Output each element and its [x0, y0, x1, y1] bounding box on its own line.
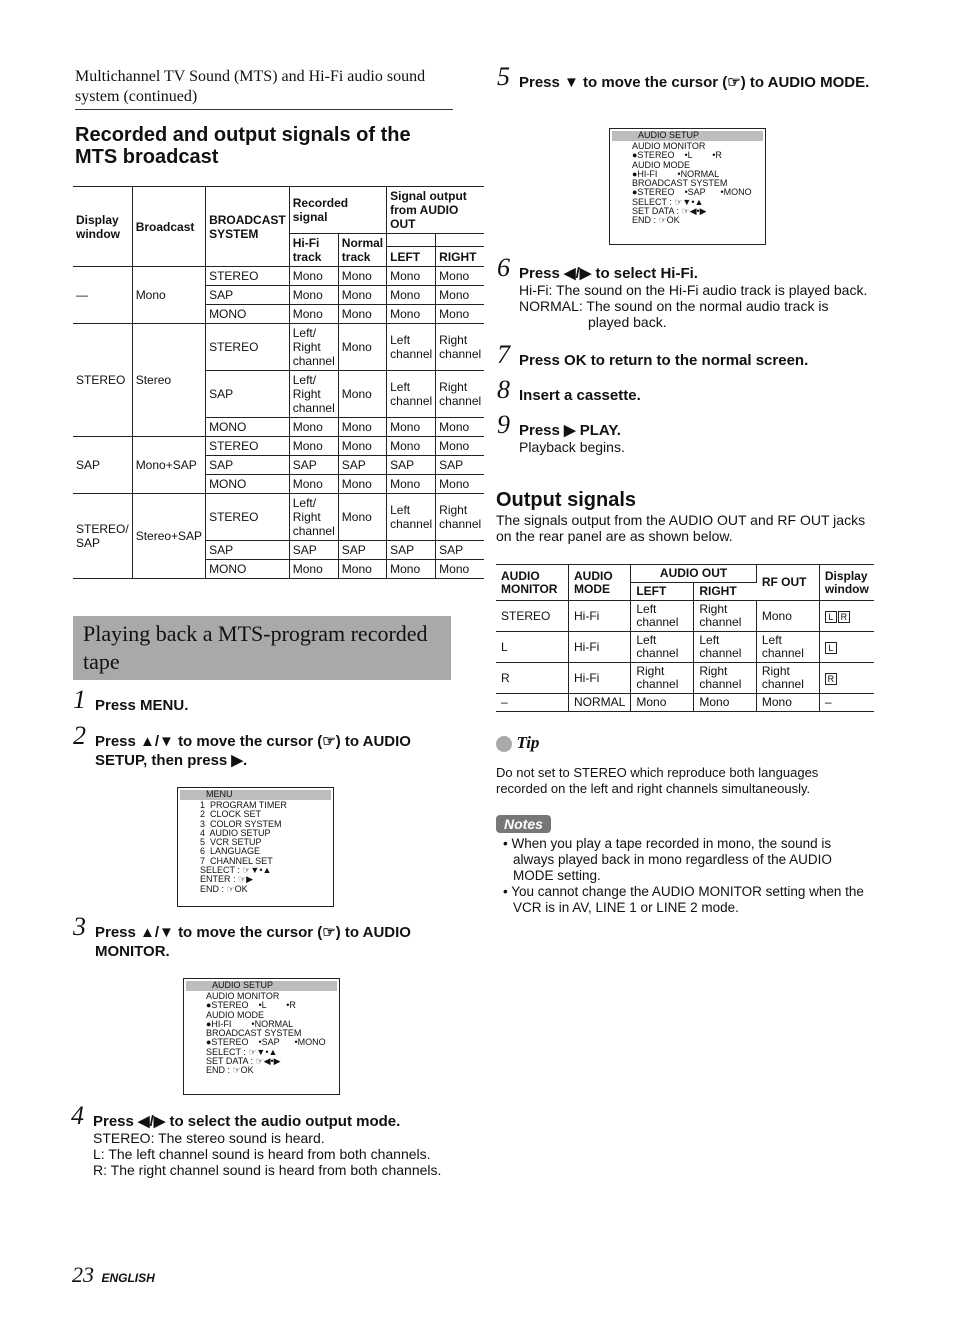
step-text: Press MENU.: [95, 697, 189, 714]
osd-line: 1 PROGRAM TIMER: [200, 800, 287, 810]
broadcast-cell: Stereo+SAP: [132, 494, 205, 579]
step-text: Press ▲/▼ to move the cursor (☞) to AUDIO MONITOR.: [95, 924, 411, 960]
step-number: 5: [497, 62, 510, 91]
table-cell: Left channel: [631, 632, 694, 663]
table-cell: Left/ Right channel: [289, 371, 338, 418]
col-left-spacer: [387, 234, 436, 247]
col-broadcast: Broadcast: [132, 187, 205, 267]
osd-line: END : ☞OK: [632, 215, 680, 226]
table-cell: MONO: [206, 305, 290, 324]
table-cell: Hi-Fi: [569, 632, 631, 663]
table-cell: R: [496, 663, 569, 694]
table-row: [496, 632, 874, 663]
osd-line: ENTER : ☞▶: [200, 874, 253, 885]
step-number: 6: [497, 253, 510, 282]
col-left: LEFT: [631, 583, 694, 601]
step-1: [73, 685, 455, 715]
tip-section: [496, 733, 539, 753]
table-row: [73, 324, 484, 371]
table-cell: –: [496, 694, 569, 712]
table-cell: Mono: [387, 418, 436, 437]
osd-line: END : ☞OK: [206, 1065, 254, 1076]
step-number: 3: [73, 912, 86, 941]
col-right: RIGHT: [436, 247, 485, 267]
step-6-details: [519, 282, 899, 330]
note-text: When you play a tape recorded in mono, the sound is always played back in mono regardless of the AUDIO MODE setting.: [511, 836, 832, 883]
note-item: • When you play a tape recorded in mono, the sound is always played back in mono regardless of the AUDIO MODE setting.: [503, 836, 832, 883]
step-4-details: [93, 1130, 453, 1178]
table-cell: Mono: [338, 371, 386, 418]
notes-header: [496, 815, 551, 834]
table-row: [73, 437, 484, 456]
broadcast-cell: Mono: [132, 267, 205, 324]
table-cell: SAP: [387, 541, 436, 560]
table-cell: SAP: [206, 371, 290, 418]
step-text: Press ▲/▼ to move the cursor (☞) to AUDIO SETUP, then press ▶.: [95, 733, 411, 769]
col-right: RIGHT: [694, 583, 757, 601]
table-cell: Left channel: [387, 324, 436, 371]
table-cell: Mono: [387, 475, 436, 494]
table-cell: MONO: [206, 560, 290, 579]
step-9-details: Playback begins.: [519, 439, 625, 455]
osd-line: 3 COLOR SYSTEM: [200, 818, 282, 829]
menu-screen-title: MENU: [180, 790, 331, 800]
table-cell: SAP: [206, 456, 290, 475]
table-cell: STEREO: [206, 324, 290, 371]
step-text: Press ◀/▶ to select the audio output mode.: [93, 1113, 401, 1130]
table-cell: Mono: [756, 601, 819, 632]
osd-line: 6 LANGUAGE: [200, 846, 261, 857]
output-signals-title: Output signals: [496, 489, 636, 511]
col-rf-out: RF OUT: [756, 565, 819, 601]
col-right-spacer: [436, 234, 485, 247]
osd-line: 4 AUDIO SETUP: [200, 827, 271, 838]
section-banner: Playing back a MTS-program recorded tape: [73, 616, 451, 680]
table-cell: [819, 663, 874, 694]
col-display-window: Display window: [73, 187, 132, 267]
table-cell: Mono: [338, 286, 386, 305]
table-cell: SAP: [387, 456, 436, 475]
osd-line: ●STEREO •SAP •MONO: [206, 1037, 326, 1048]
table-cell: SAP: [436, 456, 485, 475]
osd-line: 7 CHANNEL SET: [200, 855, 273, 866]
table-cell: Mono: [289, 267, 338, 286]
osd-line: SELECT : ☞▼•▲: [632, 196, 704, 207]
table-cell: Right channel: [756, 663, 819, 694]
step-number: 4: [71, 1101, 84, 1130]
display-window-cell: SAP: [73, 437, 132, 494]
osd-line: BROADCAST SYSTEM: [206, 1028, 302, 1039]
col-signal-output: Signal output from AUDIO OUT: [387, 187, 485, 234]
table-cell: Left channel: [387, 371, 436, 418]
detail-line: R: The right channel sound is heard from both channels.: [93, 1162, 442, 1178]
table-cell: Mono: [338, 324, 386, 371]
table-cell: Left channel: [387, 494, 436, 541]
table-cell: SAP: [289, 541, 338, 560]
menu-screen: [177, 787, 334, 907]
table-cell: SAP: [436, 541, 485, 560]
col-normal-track: Normal track: [338, 234, 386, 267]
table-cell: [819, 632, 874, 663]
table-row: [73, 494, 484, 541]
table-cell: Mono: [338, 418, 386, 437]
table-cell: Mono: [436, 437, 485, 456]
table-cell: Mono: [338, 437, 386, 456]
table-cell: Mono: [289, 305, 338, 324]
step-6: [497, 253, 879, 283]
step-number: 9: [497, 410, 510, 439]
table-cell: Mono: [289, 475, 338, 494]
step-5: [497, 62, 879, 92]
table-cell: STEREO: [206, 437, 290, 456]
table-cell: SAP: [206, 541, 290, 560]
table-cell: SAP: [338, 456, 386, 475]
table-cell: SAP: [338, 541, 386, 560]
table-cell: STEREO: [206, 494, 290, 541]
detail-line: L: The left channel sound is heard from both channels.: [93, 1146, 431, 1162]
audio-setup-screen-mode: [609, 128, 766, 245]
osd-line: ●STEREO •L •R: [206, 1000, 296, 1011]
display-indicator-icon: L: [825, 642, 837, 654]
step-text: Press ▶ PLAY.: [519, 422, 621, 439]
osd-line: AUDIO MONITOR: [632, 141, 706, 151]
table-cell: Hi-Fi: [569, 601, 631, 632]
output-intro: The signals output from the AUDIO OUT and RF OUT jacks on the rear panel are as shown below.: [496, 512, 866, 544]
table-cell: Mono: [387, 437, 436, 456]
display-indicator-icon: L: [825, 611, 837, 623]
col-display-window: Display window: [819, 565, 874, 601]
audio-screen-title: AUDIO SETUP: [186, 981, 337, 991]
osd-line: END : ☞OK: [200, 883, 248, 894]
step-3: [73, 912, 455, 961]
step-number: 8: [497, 375, 510, 404]
table-cell: Mono: [338, 305, 386, 324]
step-7: [497, 340, 879, 370]
col-audio-out: AUDIO OUT: [631, 565, 757, 583]
notes-badge: Notes: [496, 815, 551, 833]
table-cell: Right channel: [436, 371, 485, 418]
osd-line: AUDIO MONITOR: [206, 991, 280, 1001]
table-cell: Mono: [289, 286, 338, 305]
page-number: 23: [72, 1262, 94, 1287]
table-cell: Hi-Fi: [569, 663, 631, 694]
tip-label: Tip: [516, 733, 540, 752]
table-cell: NORMAL: [569, 694, 631, 712]
step-number: 2: [73, 721, 86, 750]
language-label: ENGLISH: [101, 1271, 155, 1285]
table-cell: SAP: [206, 286, 290, 305]
table-cell: Right channel: [694, 601, 757, 632]
table-cell: Mono: [338, 560, 386, 579]
osd-line: SET DATA : ☞◀•▶: [632, 206, 707, 217]
table-row: [496, 601, 874, 632]
table-row: [73, 267, 484, 286]
detail-line: played back.: [588, 314, 667, 330]
col-recorded-signal: Recorded signal: [289, 187, 386, 234]
table-cell: Mono: [756, 694, 819, 712]
table-cell: [819, 601, 874, 632]
step-text: Insert a cassette.: [519, 387, 641, 404]
audio-setup-screen-monitor: [183, 978, 340, 1095]
step-text: Press ◀/▶ to select Hi-Fi.: [519, 265, 698, 282]
table-cell: Mono: [387, 305, 436, 324]
table-cell: Mono: [631, 694, 694, 712]
display-window-cell: STEREO/ SAP: [73, 494, 132, 579]
table-cell: Mono: [289, 437, 338, 456]
table-cell: Mono: [387, 286, 436, 305]
table-cell: Mono: [338, 494, 386, 541]
col-hifi-track: Hi-Fi track: [289, 234, 338, 267]
broadcast-cell: Mono+SAP: [132, 437, 205, 494]
notes-list: [503, 836, 875, 916]
step-4: [71, 1101, 453, 1131]
audio-screen-title: AUDIO SETUP: [612, 131, 763, 141]
display-window-cell: STEREO: [73, 324, 132, 437]
table-cell: SAP: [289, 456, 338, 475]
table-cell: MONO: [206, 475, 290, 494]
osd-line: AUDIO MODE: [632, 159, 691, 170]
table-cell: Mono: [436, 560, 485, 579]
table-cell: Mono: [436, 418, 485, 437]
osd-line: SELECT : ☞▼•▲: [206, 1046, 278, 1057]
osd-line: SELECT : ☞▼•▲: [200, 865, 272, 876]
table-cell: STEREO: [496, 601, 569, 632]
step-2: [73, 721, 455, 770]
running-header: Multichannel TV Sound (MTS) and Hi-Fi audio sound system (continued): [75, 67, 453, 110]
display-indicator-icon: R: [838, 611, 850, 623]
detail-line: STEREO: The stereo sound is heard.: [93, 1130, 325, 1146]
table-cell: Right channel: [436, 324, 485, 371]
step-8: [497, 375, 879, 405]
table-cell: Mono: [289, 560, 338, 579]
step-number: 7: [497, 340, 510, 369]
tip-text: Do not set to STEREO which reproduce both languages recorded on the left and right channels simultaneously.: [496, 765, 819, 796]
broadcast-cell: Stereo: [132, 324, 205, 437]
osd-line: ●STEREO •SAP •MONO: [632, 187, 752, 198]
page-footer: [72, 1262, 155, 1288]
osd-line: BROADCAST SYSTEM: [632, 178, 728, 189]
table-cell: Mono: [436, 475, 485, 494]
table-cell: Left/ Right channel: [289, 324, 338, 371]
detail-line: NORMAL: The sound on the normal audio track is: [519, 298, 829, 314]
output-signals-table: [496, 564, 874, 712]
table-cell: Mono: [694, 694, 757, 712]
display-window-cell: —: [73, 267, 132, 324]
table-cell: –: [819, 694, 874, 712]
detail-line: Hi-Fi: The sound on the Hi-Fi audio track is played back.: [519, 282, 868, 298]
table-cell: Mono: [338, 267, 386, 286]
table-row: [496, 694, 874, 712]
table-cell: Left/ Right channel: [289, 494, 338, 541]
table-row: [496, 663, 874, 694]
step-number: 1: [73, 685, 86, 714]
col-left: LEFT: [387, 247, 436, 267]
table-cell: Right channel: [694, 663, 757, 694]
table-cell: Right channel: [436, 494, 485, 541]
table-cell: L: [496, 632, 569, 663]
table-cell: Left channel: [756, 632, 819, 663]
osd-line: ●STEREO •L •R: [632, 150, 722, 161]
display-indicator-icon: R: [825, 673, 837, 685]
table-cell: Left channel: [631, 601, 694, 632]
table-cell: Mono: [387, 560, 436, 579]
mts-signal-table: [73, 186, 484, 579]
col-audio-mode: AUDIO MODE: [569, 565, 631, 601]
note-item: • You cannot change the AUDIO MONITOR setting when the VCR is in AV, LINE 1 or LINE 2 mode.: [503, 884, 864, 915]
table-cell: Mono: [338, 475, 386, 494]
step-9: [497, 410, 879, 440]
osd-line: 5 VCR SETUP: [200, 837, 262, 848]
note-text: You cannot change the AUDIO MONITOR setting when the VCR is in AV, LINE 1 or LINE 2 mode.: [511, 884, 864, 915]
osd-line: ●HI-FI •NORMAL: [632, 168, 720, 179]
step-text: Press ▼ to move the cursor (☞) to AUDIO MODE.: [519, 74, 870, 91]
table-cell: Mono: [289, 418, 338, 437]
table-cell: Mono: [436, 286, 485, 305]
table-cell: Mono: [436, 305, 485, 324]
col-broadcast-system: BROADCAST SYSTEM: [206, 187, 290, 267]
osd-line: AUDIO MODE: [206, 1009, 265, 1020]
table-cell: MONO: [206, 418, 290, 437]
osd-line: SET DATA : ☞◀•▶: [206, 1056, 281, 1067]
table-cell: STEREO: [206, 267, 290, 286]
table-cell: Mono: [436, 267, 485, 286]
tip-icon: [496, 736, 512, 752]
step-text: Press OK to return to the normal screen.: [519, 352, 809, 369]
col-audio-monitor: AUDIO MONITOR: [496, 565, 569, 601]
table-cell: Left channel: [694, 632, 757, 663]
osd-line: 2 CLOCK SET: [200, 809, 262, 820]
osd-line: ●HI-FI •NORMAL: [206, 1018, 294, 1029]
table-cell: Mono: [387, 267, 436, 286]
section-title: Recorded and output signals of the MTS broadcast: [75, 124, 411, 168]
table-cell: Right channel: [631, 663, 694, 694]
